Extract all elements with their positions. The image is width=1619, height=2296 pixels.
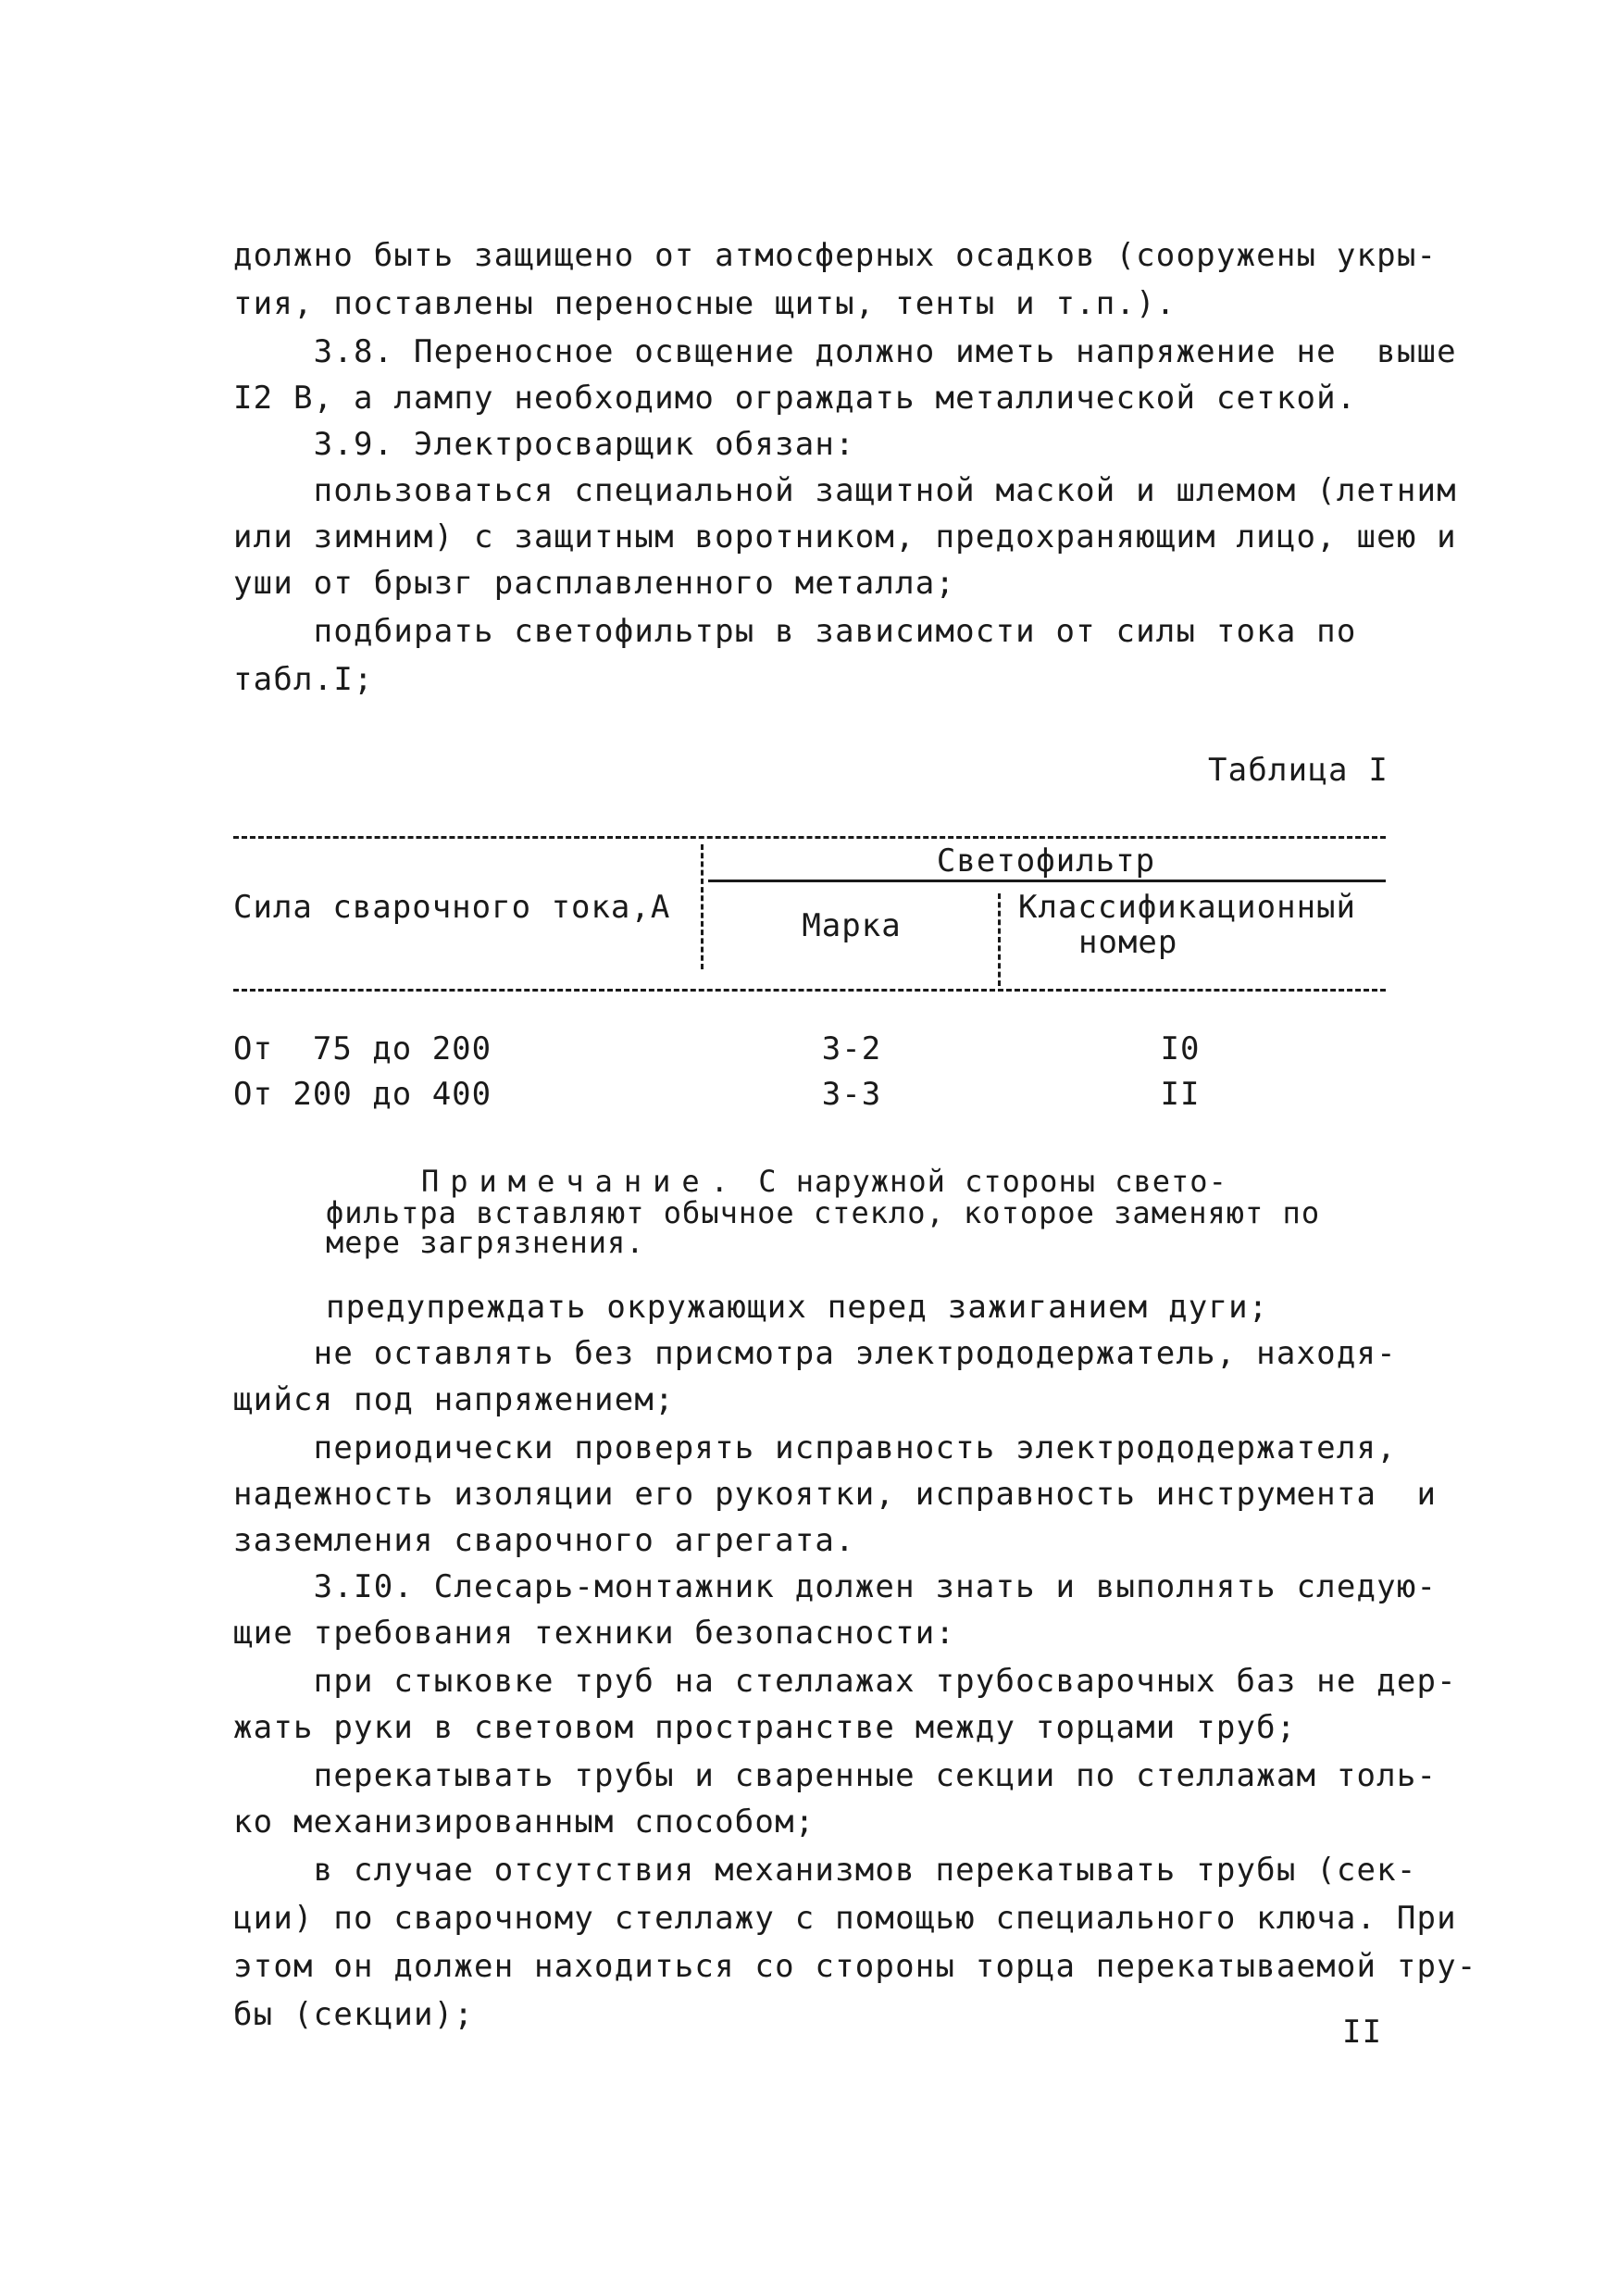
page-number: II	[1342, 2014, 1383, 2051]
cell-class: II	[1160, 1076, 1201, 1113]
text-line: периодически проверять исправность электрододержателя,	[233, 1429, 1397, 1466]
note-line: мере загрязнения.	[326, 1225, 645, 1260]
text-line: жать руки в световом пространстве между торцами труб;	[233, 1709, 1297, 1746]
column-divider	[998, 893, 1001, 986]
text-line: щийся под напряжением;	[233, 1381, 675, 1418]
text-line: заземления сварочного агрегата.	[233, 1522, 855, 1559]
text-line: уши от брызг расплавленного металла;	[233, 565, 956, 602]
text-line: щие требования техники безопасности:	[233, 1615, 956, 1652]
column-divider	[701, 844, 704, 969]
text-line: подбирать светофильтры в зависимости от силы тока по	[233, 613, 1357, 650]
text-line: ко механизированным способом;	[233, 1803, 816, 1841]
header-class-line2: номер	[1078, 924, 1178, 961]
table-top-rule	[233, 836, 1386, 839]
note-line	[421, 1164, 1227, 1199]
note-label: Примечание.	[421, 1164, 740, 1199]
text-line: не оставлять без присмотра электрододержатель, находя-	[233, 1335, 1397, 1372]
text-line: перекатывать трубы и сваренные секции по стеллажам толь-	[233, 1757, 1438, 1794]
text-line: или зимним) с защитным воротником, предохраняющим лицо, шею и	[233, 518, 1457, 555]
text-line: пользоваться специальной защитной маской и шлемом (летним	[233, 472, 1457, 509]
group-underline	[708, 880, 1386, 882]
cell-mark: 3-2	[821, 1030, 882, 1067]
header-class-line1: Классификационный	[1018, 889, 1356, 926]
text-line: надежность изоляции его рукоятки, исправность инструмента и	[233, 1476, 1438, 1513]
header-current: Сила сварочного тока,А	[233, 889, 671, 926]
cell-class: I0	[1160, 1030, 1201, 1067]
text-line: 3.9. Электросварщик обязан:	[233, 426, 855, 463]
cell-current: От 200 до 400	[233, 1076, 492, 1113]
note-line: фильтра вставляют обычное стекло, которое заменяют по	[326, 1195, 1321, 1230]
table-header-rule	[233, 989, 1386, 992]
text-line: 3.I0. Слесарь-монтажник должен знать и выполнять следую-	[233, 1568, 1438, 1605]
text-line: тия, поставлены переносные щиты, тенты и т.п.).	[233, 285, 1177, 322]
text-line: этом он должен находиться со стороны торца перекатываемой тру-	[233, 1948, 1477, 1985]
text-line: при стыковке труб на стеллажах трубосварочных баз не дер-	[233, 1663, 1457, 1700]
cell-mark: 3-3	[821, 1076, 882, 1113]
text-line: ции) по сварочному стеллажу с помощью специального ключа. При	[233, 1900, 1457, 1937]
text-line: предупреждать окружающих перед зажиганием дуги;	[326, 1289, 1269, 1326]
text-line: 3.8. Переносное освщение должно иметь напряжение не выше	[233, 333, 1457, 370]
group-header: Светофильтр	[936, 842, 1156, 880]
text-line: в случае отсутствия механизмов перекатывать трубы (сек-	[233, 1852, 1417, 1889]
table-caption: Таблица I	[1208, 752, 1389, 789]
text-line: должно быть защищено от атмосферных осадков (сооружены укры-	[233, 237, 1438, 274]
note-text: С наружной стороны свето-	[739, 1164, 1227, 1199]
cell-current: От 75 до 200	[233, 1030, 492, 1067]
header-mark: Марка	[802, 907, 902, 944]
text-line: бы (секции);	[233, 1996, 475, 2033]
text-line: табл.I;	[233, 661, 374, 698]
text-line: I2 В, а лампу необходимо ограждать металлической сеткой.	[233, 380, 1357, 417]
